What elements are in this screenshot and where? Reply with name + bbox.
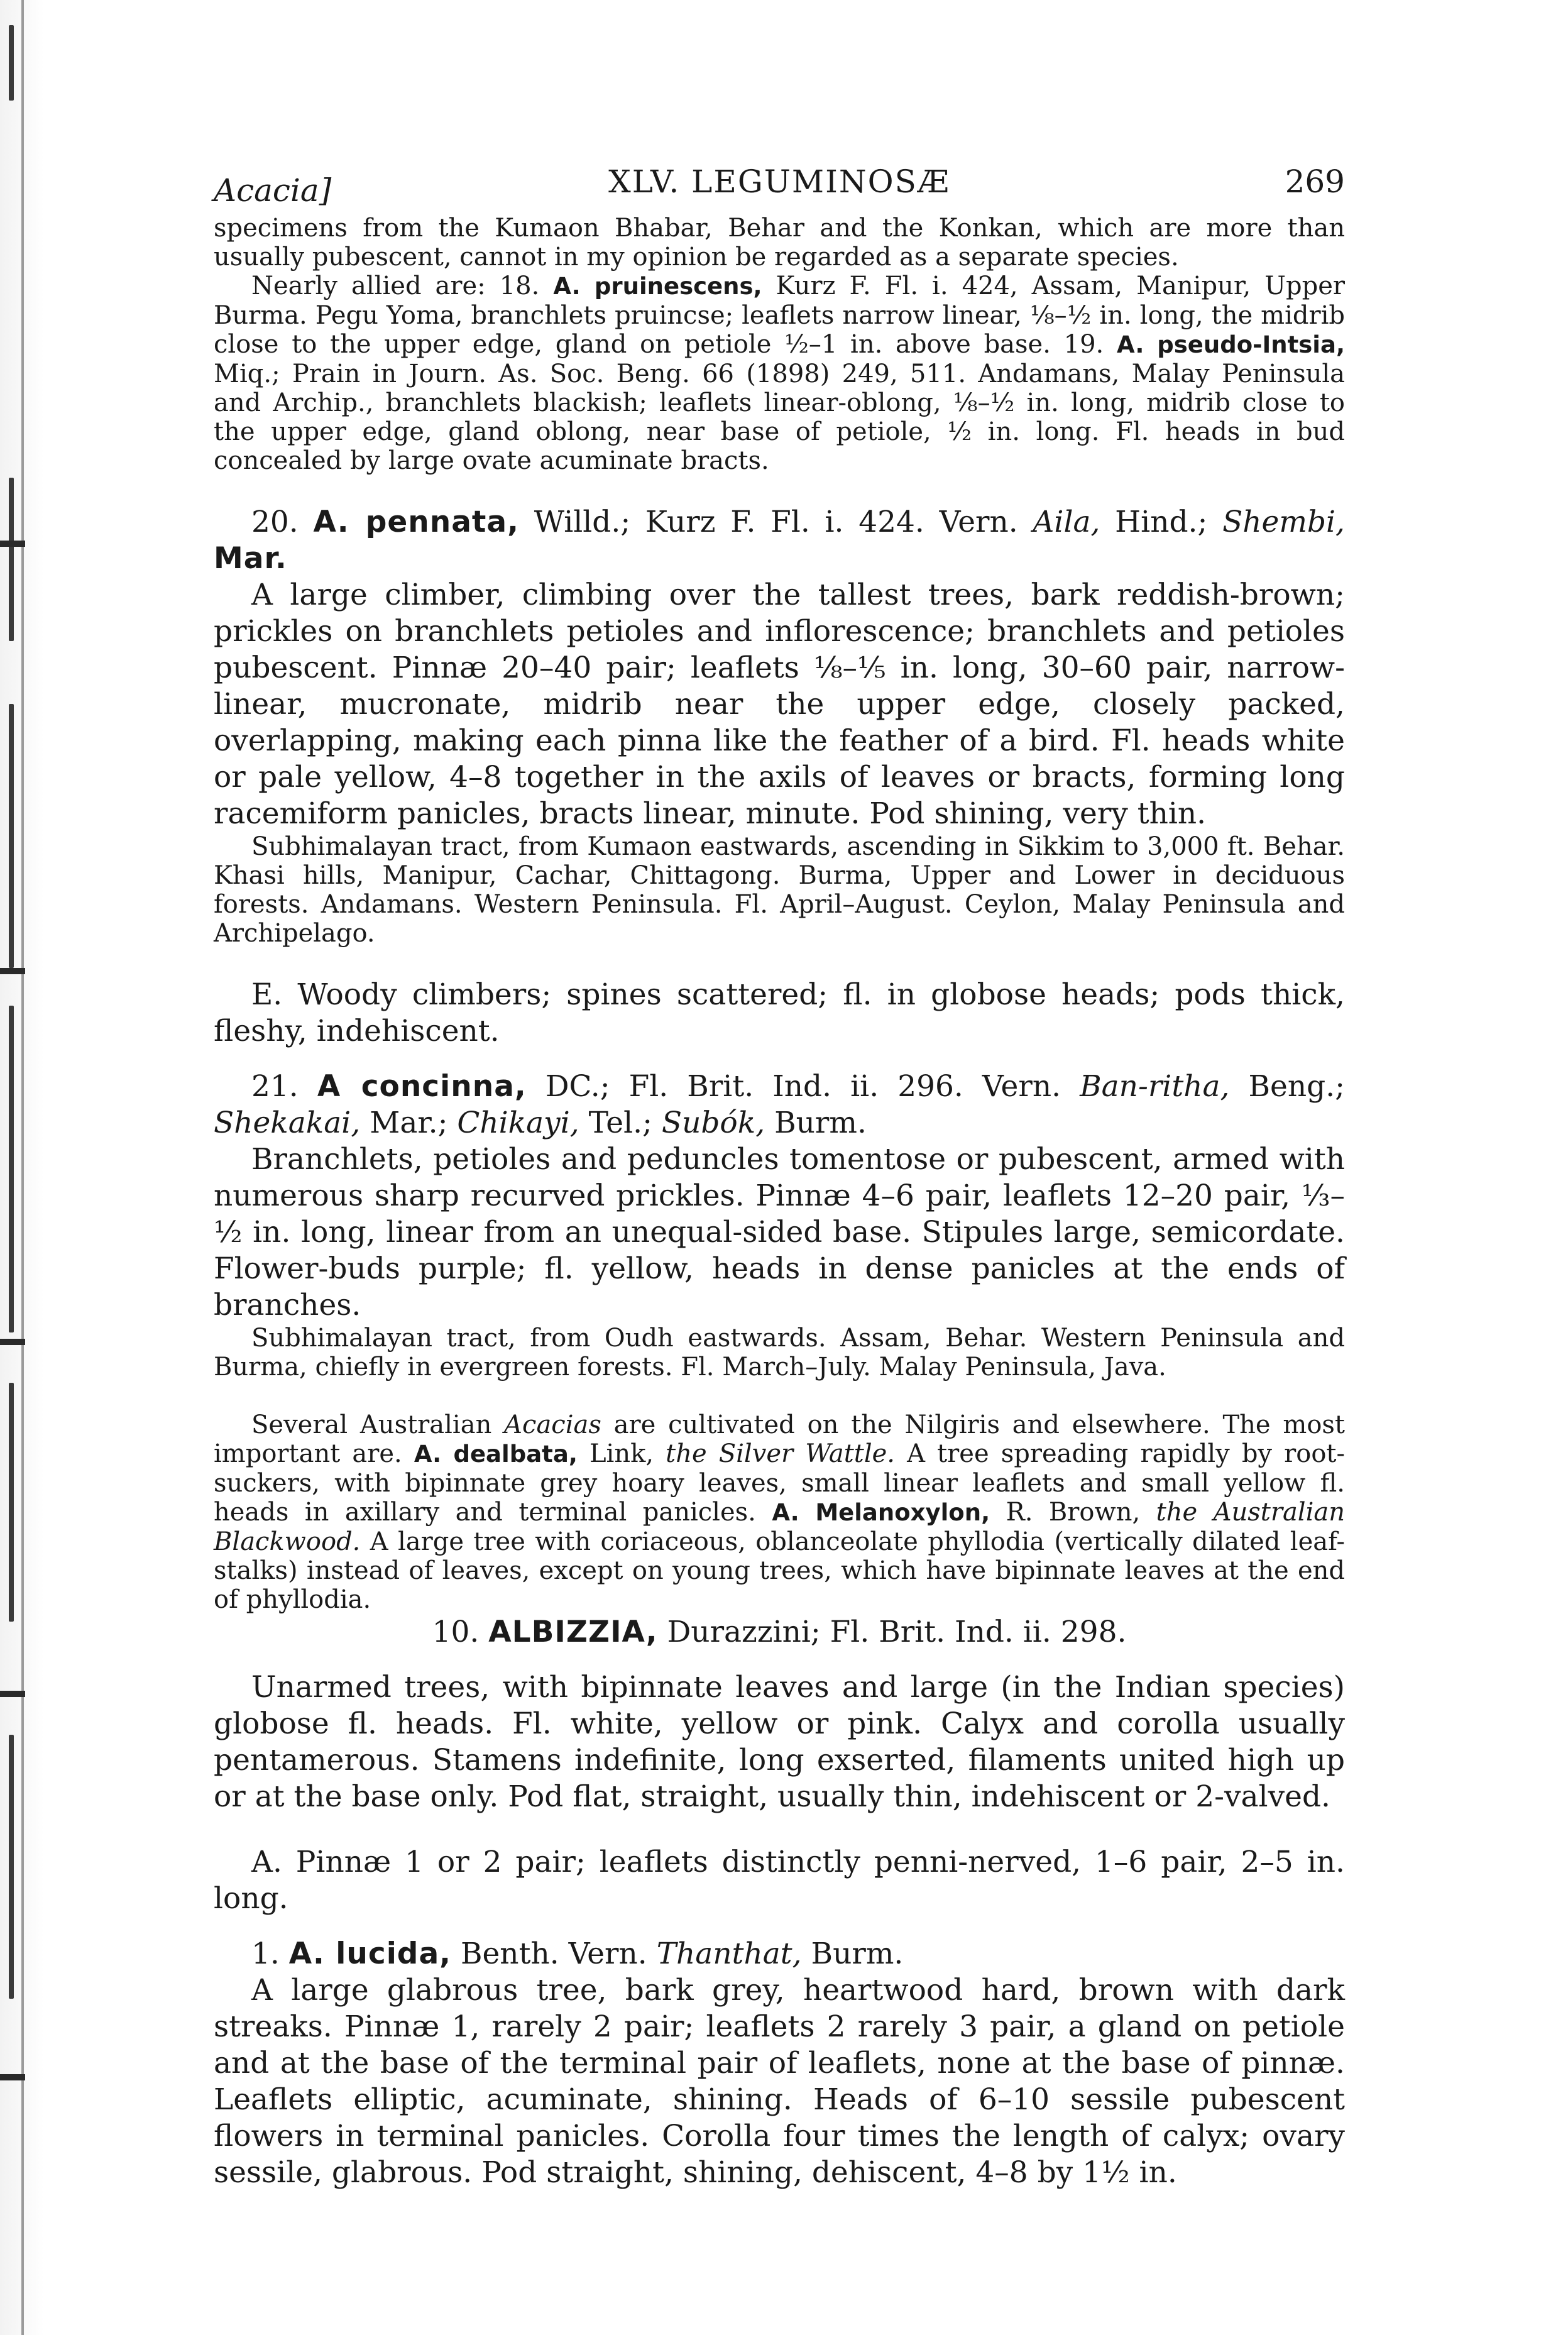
text: Burm.: [801, 1937, 904, 1971]
species-name: A. pruinescens,: [553, 273, 762, 300]
text: Nearly allied are: 18.: [251, 272, 554, 300]
vernacular-name: Shekakai,: [214, 1106, 361, 1140]
vernacular-name: Shembi,: [1222, 505, 1345, 539]
species-name: A. dealbata,: [414, 1441, 578, 1468]
text: A large tree with coriaceous, oblanceolate phyllodia (vertically dilated leaf-stalks) instead of leaves, except on young trees, which have bipinnate leaves at the end of phyllodia.: [214, 1527, 1345, 1614]
species-description: Branchlets, petioles and peduncles tomentose or pubescent, armed with numerous sharp recurved prickles. Pinnæ 4–6 pair, leaflets 12–20 pair, ⅓–½ in. long, linear from an unequal-sided base. Stipules large, semicordate. Flower-buds purple; fl. yellow, heads in dense panicles at the ends of branches.: [214, 1142, 1345, 1322]
genus-number: 10.: [432, 1615, 480, 1649]
intro-paragraph: specimens from the Kumaon Bhabar, Behar and the Konkan, which are more than usually pubescent, cannot in my opinion be regarded as a separate species.: [214, 214, 1345, 272]
text: A tree spreading rapidly by root-suckers, with bipinnate grey hoary leaves, small linear leaflets and small yellow fl. heads in axillary and terminal panicles.: [214, 1439, 1345, 1527]
group-heading: E. Woody climbers; spines scattered; fl. in globose heads; pods thick, fleshy, indehiscent.: [214, 977, 1345, 1048]
binding-mark: [9, 1735, 14, 1999]
binding-thread: [21, 0, 24, 2335]
species-number: 20.: [251, 505, 299, 539]
vernacular-name: Thanthat,: [656, 1937, 802, 1971]
binding-mark: [9, 25, 14, 101]
species-name: A. pseudo-Intsia,: [1117, 331, 1345, 358]
common-name: the Silver Wattle.: [666, 1439, 896, 1468]
vernacular-name: Subók,: [661, 1106, 765, 1140]
binding-tab: [0, 1691, 25, 1697]
species-heading: [214, 1069, 1345, 1141]
running-head-title: XLV. LEGUMINOSÆ: [608, 163, 950, 200]
species-distribution: Subhimalayan tract, from Kumaon eastwards, ascending in Sikkim to 3,000 ft. Behar. Khasi hills, Manipur, Cachar, Chittagong. Burma, Upper and Lower in deciduous forests. Andamans. Western Peninsula. Fl. April–August. Ceylon, Malay Peninsula and Archipelago.: [214, 832, 1345, 948]
text: Link,: [577, 1439, 666, 1468]
genus-heading: [214, 1614, 1345, 1651]
species-number: 21.: [251, 1069, 299, 1104]
text: Kurz F. Fl. i. 424, Assam, Manipur, Upper Burma. Pegu Yoma, branchlets pruincse; leaflets narrow linear, ⅛–½ in. long, the midrib close to the upper edge, gland on petiole ½–1 in. above base. 19.: [214, 272, 1345, 359]
species-name: A concinna,: [317, 1069, 527, 1104]
group-heading: A. Pinnæ 1 or 2 pair; leaflets distinctly penni-nerved, 1–6 pair, 2–5 in. long.: [214, 1845, 1345, 1916]
text: Mar.: [214, 541, 287, 576]
genus-plural: Acacias: [504, 1410, 601, 1439]
binding-mark: [9, 1383, 14, 1622]
text: Burm.: [765, 1106, 867, 1140]
text: DC.; Fl. Brit. Ind. ii. 296. Vern.: [526, 1069, 1080, 1104]
australian-acacias-note: [214, 1410, 1345, 1614]
text: R. Brown,: [990, 1498, 1156, 1527]
allied-species-note: [214, 272, 1345, 475]
binding-edge: [0, 0, 44, 2335]
species-number: 1.: [251, 1937, 280, 1971]
species-heading: [214, 1936, 1345, 1972]
species-name: A. lucida,: [288, 1937, 452, 1971]
running-head: [214, 163, 1345, 207]
text: Durazzini; Fl. Brit. Ind. ii. 298.: [657, 1615, 1127, 1649]
text: are cultivated on the Nilgiris and elsewhere. The most important are.: [214, 1410, 1346, 1468]
running-head-left: Acacia]: [214, 172, 332, 209]
binding-tab: [0, 1339, 25, 1345]
text: Miq.; Prain in Journ. As. Soc. Beng. 66 (1898) 249, 511. Andamans, Malay Peninsula and Archip., branchlets blackish; leaflets linear-oblong, ⅛–½ in. long, midrib close to the upper edge, gland oblong, near base of petiole, ½ in. long. Fl. heads in bud concealed by large ovate acuminate bracts.: [214, 360, 1345, 475]
species-name: A. pennata,: [313, 505, 519, 539]
text: Hind.;: [1100, 505, 1223, 539]
vernacular-name: Aila,: [1033, 505, 1100, 539]
species-distribution: Subhimalayan tract, from Oudh eastwards. Assam, Behar. Western Peninsula and Burma, chiefly in evergreen forests. Fl. March–July. Malay Peninsula, Java.: [214, 1324, 1345, 1382]
binding-tab: [0, 2074, 25, 2080]
binding-mark: [9, 478, 14, 641]
binding-tab: [0, 968, 25, 974]
binding-tab: [0, 541, 25, 547]
text: Mar.;: [360, 1106, 458, 1140]
genus-name: ALBIZZIA,: [488, 1615, 658, 1649]
page: [214, 163, 1345, 2191]
binding-mark: [9, 704, 14, 968]
common-name: the Australian Blackwood.: [214, 1498, 1345, 1556]
vernacular-name: Ban-ritha,: [1080, 1069, 1230, 1104]
text: Tel.;: [579, 1106, 662, 1140]
text: Several Australian: [251, 1410, 505, 1439]
species-name: A. Melanoxylon,: [772, 1499, 990, 1526]
text: Beng.;: [1229, 1069, 1345, 1104]
genus-description: Unarmed trees, with bipinnate leaves and large (in the Indian species) globose fl. heads. Fl. white, yellow or pink. Calyx and corolla usually pentamerous. Stamens indefinite, long exserted, filaments united high up or at the base only. Pod flat, straight, usually thin, indehiscent or 2-valved.: [214, 1670, 1345, 1814]
binding-mark: [9, 1006, 14, 1332]
text: Willd.; Kurz F. Fl. i. 424. Vern.: [518, 505, 1033, 539]
species-description: A large glabrous tree, bark grey, heartwood hard, brown with dark streaks. Pinnæ 1, rarely 2 pair; leaflets 2 rarely 3 pair, a gland on petiole and at the base of the terminal pair of leaflets, none at the base of pinnæ. Leaflets elliptic, acuminate, shining. Heads of 6–10 sessile pubescent flowers in terminal panicles. Corolla four times the length of calyx; ovary sessile, glabrous. Pod straight, shining, dehiscent, 4–8 by 1½ in.: [214, 1973, 1345, 2190]
species-heading: [214, 504, 1345, 577]
page-number: 269: [1285, 163, 1345, 200]
vernacular-name: Chikayi,: [457, 1106, 579, 1140]
species-description: A large climber, climbing over the tallest trees, bark reddish-brown; prickles on branchlets petioles and inflorescence; branchlets and petioles pubescent. Pinnæ 20–40 pair; leaflets ⅛–⅕ in. long, 30–60 pair, narrow-linear, mucronate, midrib near the upper edge, closely packed, overlapping, making each pinna like the feather of a bird. Fl. heads white or pale yellow, 4–8 together in the axils of leaves or bracts, forming long racemiform panicles, bracts linear, minute. Pod shining, very thin.: [214, 578, 1345, 831]
text: Benth. Vern.: [451, 1937, 657, 1971]
